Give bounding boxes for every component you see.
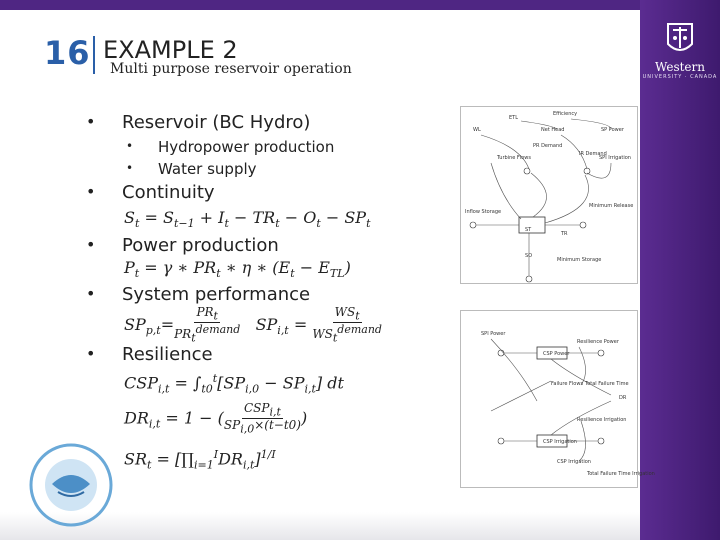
svg-text:Total Failure Time: Total Failure Time [585,381,629,387]
top-accent-bar [0,0,720,10]
csp-equation: $CSP_{i,t} = \int_{t0}^t[SP_{i,0} - SP_{i,t}]$ dt [124,372,344,396]
dr-equation: $DR_{i,t} = 1$ − ( $\frac{CSP_{i,t}}{SP_{i,0}\times(t-t0)}$ ) [124,401,308,436]
svg-text:SP Power: SP Power [601,127,624,133]
svg-text:SPI Power: SPI Power [481,331,506,337]
svg-text:Total Failure Time Irrigation: Total Failure Time Irrigation [587,471,655,477]
stock-flow-diagram-resilience [460,310,655,488]
svg-text:Resilience Irrigation: Resilience Irrigation [577,417,627,423]
power-equation: $P_t = \gamma$ ∗ $PR_t$ ∗ η ∗ $(E_t - E_{TL})$ [124,258,351,281]
svg-text:Net Head: Net Head [541,127,565,133]
continuity-equation: $S_t = S_{t-1} + I_t - TR_t - O_t - SP_t$ [124,208,371,231]
svg-text:Efficiency: Efficiency [553,111,578,117]
svg-text:ETL: ETL [509,115,518,121]
svg-text:PR Demand: PR Demand [533,143,563,149]
svg-text:Minimum Storage: Minimum Storage [557,257,602,263]
svg-text:Inflow Storage: Inflow Storage [465,209,502,215]
svg-text:SO: SO [525,253,533,259]
title-divider [93,36,95,74]
svg-text:DR: DR [619,395,627,401]
svg-text:CSP Irrigation: CSP Irrigation [557,459,591,465]
page-subtitle: Multi purpose reservoir operation [110,61,352,77]
svg-text:Minimum Release: Minimum Release [589,203,634,209]
svg-text:Turbine Flows: Turbine Flows [497,155,531,161]
page-title: EXAMPLE 2 [103,36,238,64]
stock-flow-diagram-reservoir [460,106,638,284]
slide: Western UNIVERSITY · CANADA 16 EXAMPLE 2 Multi purpose reservoir operation • Reservoir (BC Hydro) • Hydropower production • Water supply • Continuity $S_t = S_{t-1} + I_t - TR_t - O_t - SP_t$ • Power production $P_t = \gamma$ ∗ $PR_t$ ∗ η ∗ $(E_t - E_{TL})$ • System performance $SP_{p,t}=$ $\frac{PR_t}{PR_t^{demand}}$ $SP_{i,t}$ = $\frac{WS_t}{WS_t^{demand}}$ • Resilience $CSP_{i,t} = \int_{t0}^t[SP_{i,0} - SP_{i,t}]$ dt $DR_{i,t} = 1$ − ( $\frac{CSP_{i,t}}{SP_{i,0}\times(t-t0)}$ ) $SR_t$ = $[\prod_{i=1}^IDR_{i,t}]^{1/I}$ ETL Efficiency WL Net Head SP Power PR Demand IR Demand Turbine Flows SPI Irrigation Inflow Storage Minimum Release Minimum Storage ST TR SO SPI Power CSP Power Failure Flows Total Failure Time CSP Irrigation Resilience Irrigation Resilience Power DR CSP Irrigation Total Failure Time Irrigation [0,0,720,540]
performance-equation: $SP_{p,t}=$ $\frac{PR_t}{PR_t^{demand}}$ $SP_{i,t}$ = $\frac{WS_t}{WS_t^{demand}}$ [124,305,382,345]
svg-text:CSP Power: CSP Power [543,351,570,357]
resilient-communities-logo-icon [26,440,116,530]
sr-equation: $SR_t$ = $[\prod_{i=1}^IDR_{i,t}]^{1/I}$ [124,448,276,472]
svg-text:WL: WL [473,127,481,133]
svg-text:IR Demand: IR Demand [579,151,607,157]
logo-tagline: UNIVERSITY · CANADA [642,74,718,80]
svg-text:Failure Flows: Failure Flows [551,381,584,387]
svg-text:CSP Irrigation: CSP Irrigation [543,439,577,445]
svg-text:SPI Irrigation: SPI Irrigation [599,155,631,161]
svg-text:TR: TR [561,231,568,237]
slide-number: 16 [44,34,91,72]
logo-wordmark: Western [654,60,705,74]
svg-text:Resilience Power: Resilience Power [577,339,619,345]
svg-text:ST: ST [525,227,532,233]
